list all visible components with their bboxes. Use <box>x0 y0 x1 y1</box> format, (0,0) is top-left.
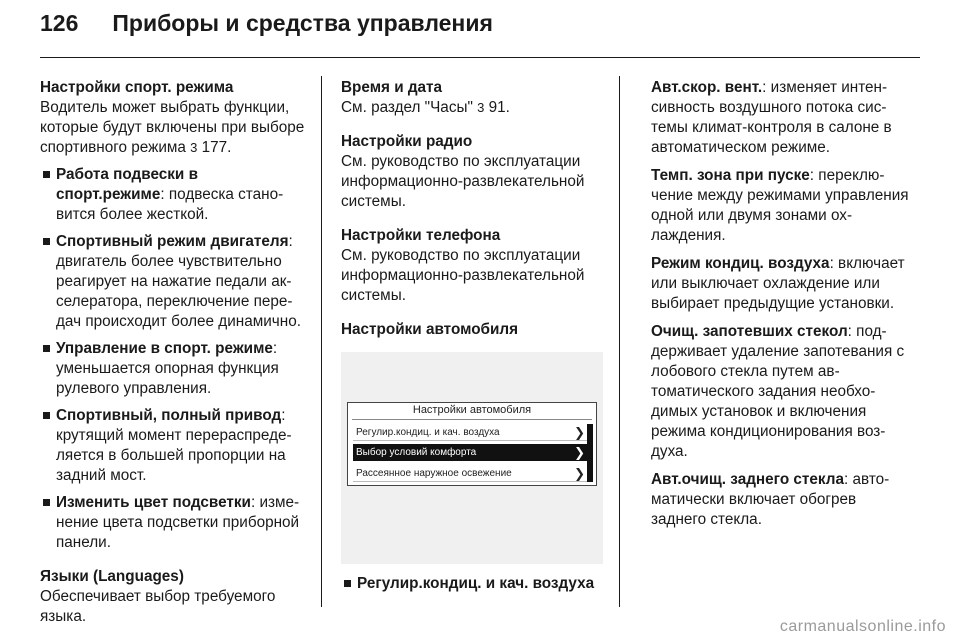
section-heading: Настройки спорт. режима <box>40 79 234 96</box>
page-header <box>40 10 493 50</box>
header-divider <box>40 57 920 58</box>
definition-item: Режим кондиц. воздуха: включает или выключает охлаждение или выбирает предыдущие установки. <box>651 255 905 312</box>
paragraph: Обеспечивает выбор требуемого языка. <box>40 588 276 625</box>
definition-item: Авт.скор. вент.: изменяет интенсивность воздушного потока системы климат-контроля в салоне в автоматическом режиме. <box>651 79 892 156</box>
list-item: Работа подвески в спорт.режиме: подвеска становится более жесткой. <box>40 165 308 225</box>
section-heading: Время и дата <box>341 79 443 96</box>
list-item: Изменить цвет подсветки: изменение цвета подсветки приборной панели. <box>40 493 308 553</box>
section-heading: Настройки телефона <box>341 227 501 244</box>
definition-item: Темп. зона при пуске: переключение между режимами управления одной или двумя зонами охлаждения. <box>651 167 909 244</box>
chevron-right-icon: ❯ <box>574 425 585 440</box>
bullet-square-icon <box>43 499 50 506</box>
display-menu-item: Рассеянное наружное освежение ❯ <box>353 465 587 482</box>
column-divider <box>619 76 620 607</box>
bullet-square-icon <box>43 238 50 245</box>
display-scrollbar <box>587 424 593 482</box>
list-item: Спортивный режим двигателя: двигатель более чувствительно реагирует на нажатие педали акселератора, переключение передач происходит более динамично. <box>40 232 308 332</box>
bullet-square-icon <box>43 345 50 352</box>
paragraph: См. раздел "Часы" 3 91. <box>341 99 510 116</box>
section-heading: Языки (Languages) <box>40 568 184 585</box>
display-screenshot <box>341 352 603 564</box>
bullet-square-icon <box>43 412 50 419</box>
column-middle <box>341 78 603 594</box>
bullet-square-icon <box>43 171 50 178</box>
page-title: Приборы и средства управления <box>112 10 493 36</box>
display-menu-item-selected: Выбор условий комфорта ❯ <box>353 444 587 461</box>
section-heading: Настройки радио <box>341 133 473 150</box>
section-heading: Настройки автомобиля <box>341 321 519 338</box>
watermark: carmanualsonline.info <box>779 618 946 635</box>
bullet-square-icon <box>344 580 351 587</box>
column-divider <box>321 76 322 607</box>
list-item: Регулир.кондиц. и кач. воздуха <box>341 574 603 594</box>
paragraph: См. руководство по эксплуатации информационно-развлекательной системы. <box>341 247 585 304</box>
page-reference-icon: 3 <box>477 100 485 115</box>
display-panel <box>347 402 597 486</box>
list-item: Управление в спорт. режиме: уменьшается опорная функция рулевого управления. <box>40 339 308 399</box>
column-left <box>40 78 308 627</box>
page-reference-icon: 3 <box>190 140 198 155</box>
column-right <box>651 78 913 530</box>
chevron-right-icon: ❯ <box>574 445 585 460</box>
page-number: 126 <box>40 10 79 36</box>
chevron-right-icon: ❯ <box>574 466 585 481</box>
definition-item: Авт.очищ. заднего стекла: автоматически включает обогрев заднего стекла. <box>651 471 890 528</box>
list-item: Спортивный, полный привод: крутящий момент перераспределяется в большей пропорции на задний мост. <box>40 406 308 486</box>
definition-item: Очищ. запотевших стекол: поддерживает удаление запотевания с лобового стекла путем автоматического задания необходимых установок и включения режима кондиционирования воздуха. <box>651 323 905 460</box>
display-menu-item: Регулир.кондиц. и кач. воздуха ❯ <box>353 424 587 441</box>
paragraph: Водитель может выбрать функции, которые будут включены при выборе спортивного режима 3 177. <box>40 99 305 156</box>
paragraph: См. руководство по эксплуатации информационно-развлекательной системы. <box>341 153 585 210</box>
display-title: Настройки автомобиля <box>352 403 592 420</box>
